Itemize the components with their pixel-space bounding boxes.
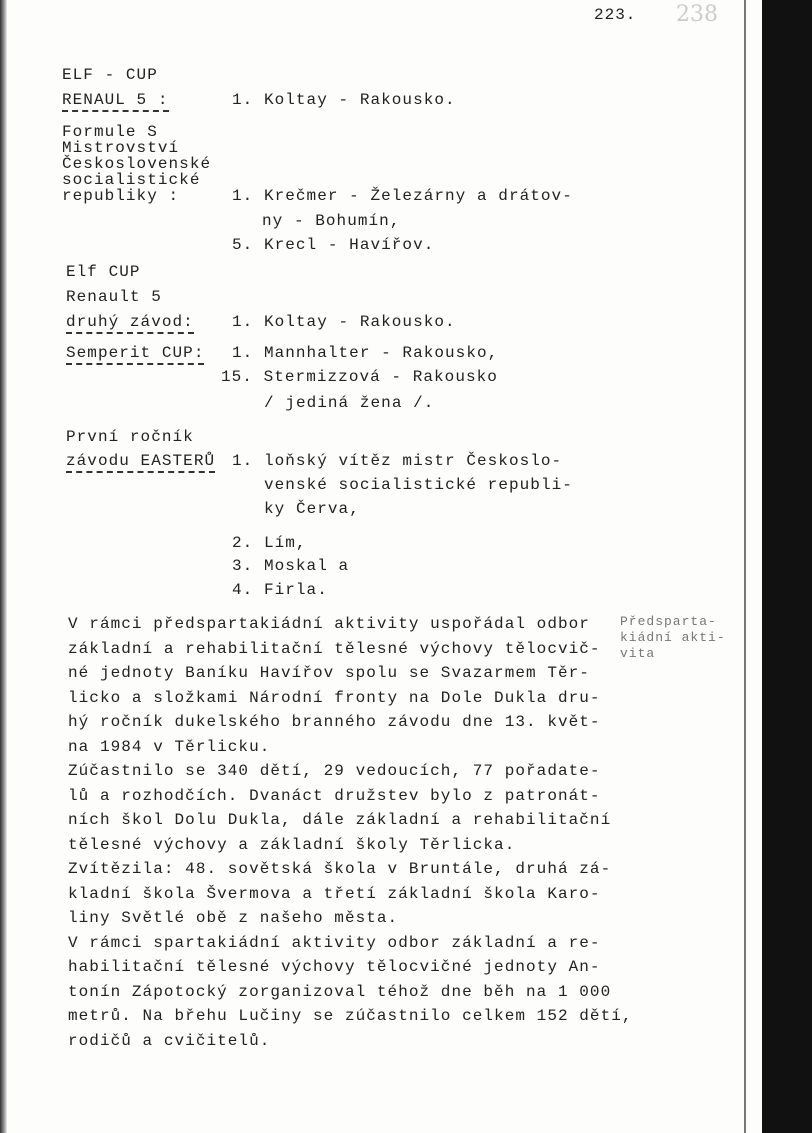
paragraph-line: tonín Zápotocký zorganizoval téhož dne běh na 1 000: [68, 982, 612, 1001]
elf2-label-1: Elf CUP: [66, 263, 141, 281]
paragraph-line: metrů. Na břehu Lučiny se zúčastnilo celkem 152 dětí,: [68, 1007, 633, 1025]
paragraph-line: né jednoty Baníku Havířov spolu se Svazarmem Těr-: [68, 664, 590, 682]
paragraph-line: základní a rehabilitační tělesné výchovy tělocvič-: [68, 639, 601, 658]
paragraph-line: hý ročník dukelského branného závodu dne 13. květ-: [68, 713, 601, 731]
margin-note-line: Předsparta-: [620, 614, 717, 629]
result-line: 1. Krečmer - Železárny a drátov-: [232, 187, 573, 205]
paragraph-line: V rámci předspartakiádní aktivity uspořádal odbor: [68, 615, 590, 633]
f3-label-3: Československé: [62, 155, 212, 173]
result-line: 1. Koltay - Rakousko.: [232, 313, 456, 331]
elf-cup-heading: ELF - CUP: [62, 66, 158, 84]
result-line: 15. Stermizzová - Rakousko: [221, 368, 498, 386]
paragraph-line: ních škol Dolu Dukla, dále základní a rehabilitační: [68, 811, 612, 829]
elf2-label-3: druhý závod:: [66, 313, 194, 334]
result-line: 4. Firla.: [232, 581, 328, 599]
result-line: 5. Krecl - Havířov.: [232, 236, 435, 254]
result-line: ny - Bohumín,: [262, 212, 401, 230]
paragraph-line: tělesné výchovy a základní školy Těrlicka.: [68, 835, 516, 854]
result-line: 2. Lím,: [232, 534, 307, 552]
elf2-label-2: Renault 5: [66, 288, 162, 306]
paragraph-line: lů a rozhodčích. Dvanáct družstev bylo z patronát-: [68, 786, 601, 805]
archive-number: 238: [676, 2, 718, 27]
margin-note-line: kiádní akti-: [620, 630, 726, 645]
result-line: 1. Mannhalter - Rakousko,: [232, 344, 499, 362]
renault5-label: RENAUL 5 :: [62, 91, 169, 112]
easter-label-2: závodu EASTERŮ: [66, 452, 215, 473]
paragraph-line: habilitační tělesné výchovy tělocvičné jednoty An-: [68, 958, 601, 976]
semperit-label: Semperit CUP:: [66, 344, 204, 365]
margin-note-line: vita: [620, 646, 656, 661]
paragraph-line: kladní škola Švermova a třetí základní škola Karo-: [68, 884, 601, 903]
page-number: 223.: [594, 6, 637, 24]
result-line: venské socialistické republi-: [264, 476, 573, 494]
page-fold-line: [744, 0, 746, 1133]
result-line: 3. Moskal a: [232, 557, 350, 575]
paragraph-line: rodičů a cvičitelů.: [68, 1031, 271, 1050]
scan-edge-right: [762, 0, 812, 1133]
paragraph-line: Zúčastnilo se 340 dětí, 29 vedoucích, 77 pořadate-: [68, 762, 601, 780]
f3-label-4: socialistické: [62, 171, 201, 189]
easter-label-1: První ročník: [66, 428, 194, 446]
paragraph-line: na 1984 v Těrlicku.: [68, 737, 271, 756]
paragraph-line: Zvítězila: 48. sovětská škola v Bruntále, druhá zá-: [68, 860, 612, 878]
result-line: 1. Koltay - Rakousko.: [232, 91, 456, 109]
result-line: 1. loňský vítěz mistr Českoslo-: [232, 452, 563, 470]
f3-label-2: Mistrovství: [62, 139, 180, 157]
f3-label-1: Formule S: [62, 123, 158, 141]
f3-label-5: republiky :: [62, 187, 180, 205]
paragraph-line: licko a složkami Národní fronty na Dole Dukla dru-: [68, 688, 601, 707]
scan-edge-left: [0, 0, 7, 1133]
paragraph-line: V rámci spartakiádní aktivity odbor základní a re-: [68, 933, 601, 952]
result-line: ky Červa,: [264, 500, 360, 518]
paragraph-line: liny Světlé obě z našeho města.: [68, 909, 399, 927]
result-note: / jediná žena /.: [264, 394, 435, 412]
